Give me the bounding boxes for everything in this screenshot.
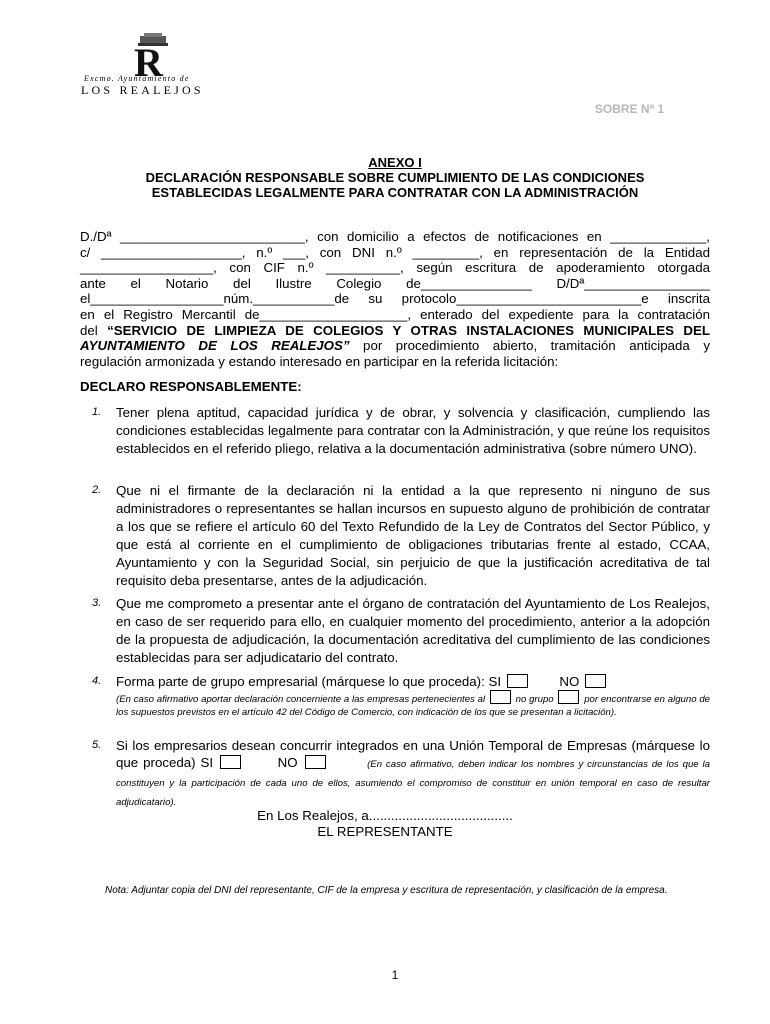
intro-line: el__________________núm.___________de su protocolo_________________________e inscrita (80, 291, 710, 307)
item-number: 1. (92, 406, 102, 418)
intro-service-line-1 (80, 323, 710, 339)
del-prefix: del (80, 322, 108, 338)
intro-line: D./Dª _________________________, con domicilio a efectos de notificaciones en _____________, (80, 229, 710, 244)
list-item (80, 482, 710, 590)
note-part-c: por encontrarse en alguno de los supuestos previstos en el artículo 42 del Código de Comercio, con indicación de los que se presentan a licitación). (116, 694, 710, 718)
no-checkbox[interactable] (585, 674, 606, 688)
signature-role: EL REPRESENTANTE (317, 824, 453, 839)
heading-line-2: ESTABLECIDAS LEGALMENTE PARA CONTRATAR CON LA ADMINISTRACIÓN (151, 185, 639, 200)
logo-title: LOS REALEJOS (81, 83, 204, 97)
no-label: NO (277, 755, 298, 770)
item-5-question: Si los empresarios desean concurrir integrados en una Unión Temporal de Empresas (márquese lo que proceda) SI (116, 738, 710, 770)
intro-service-line-2 (80, 338, 710, 354)
list-item (80, 737, 710, 811)
item-5-note: (En caso afirmativo, deben indicar los nombres y circunstancias de los que la constituyen y la participación de cada uno de ellos, asumiendo el compromiso de constituir en unión temporal en caso de resultar adjudicatario). (116, 759, 710, 808)
item-text (116, 673, 710, 690)
item-text: Que me comprometo a presentar ante el órgano de contratación del Ayuntamiento de Los Realejos, en caso de ser requerido para ello, en cualquier momento del procedimiento, anterior a la adopción de la propuesta de adjudicación, la documentación acreditativa del cumplimiento de las condiciones establecidas para ser adjudicatario del contrato. (116, 596, 710, 665)
item-number: 5. (92, 739, 102, 751)
note-part-b: no grupo (515, 694, 554, 705)
note-part-a: (En caso afirmativo aportar declaración concerniente a las empresas pertenecientes al (116, 694, 486, 705)
service-suffix: por procedimiento abierto, tramitación anticipada y (349, 338, 710, 354)
intro-paragraph (80, 229, 710, 369)
intro-line: c/ ___________________, n.º ___, con DNI n.º _________, en representación de la Entidad (80, 244, 710, 260)
note-checkbox-1[interactable] (490, 690, 511, 704)
page-number: 1 (391, 968, 399, 982)
item-number: 2. (92, 484, 102, 496)
no-checkbox[interactable] (305, 755, 326, 769)
item-text: Que ni el firmante de la declaración ni la entidad a la que represento ni ninguno de sus administradores o representantes se hallan incursos en supuesto alguno de prohibición de contratar a los que se refiere el artículo 60 del Texto Refundido de la Ley de Contratos del Sector Público, y que está al corriente en el cumplimiento de obligaciones tributarias frente al estado, CCAA, Ayuntamiento y con la Seguridad Social, sin perjuicio de que la justificación acreditativa de tal requisito deba presentarse, antes de la adjudicación. (116, 483, 710, 588)
intro-line: en el Registro Mercantil de____________________, enterado del expediente para la contratación (80, 306, 710, 322)
service-name-1: “SERVICIO DE LIMPIEZA DE COLEGIOS Y OTRAS INSTALACIONES MUNICIPALES DEL (107, 322, 710, 338)
service-name-2: AYUNTAMIENTO DE LOS REALEJOS” (80, 338, 350, 354)
note-checkbox-2[interactable] (558, 690, 579, 704)
municipal-logo (78, 32, 228, 98)
list-item (80, 673, 710, 719)
intro-line: ante el Notario del Ilustre Colegio de_______________ D/Dª_________________ (80, 275, 710, 291)
item-4-question: Forma parte de grupo empresarial (márquese lo que proceda): SI (116, 674, 502, 689)
signature-place: En Los Realejos, a....................................... (257, 808, 513, 823)
list-item (80, 595, 710, 667)
anexo-title: ANEXO I (368, 155, 422, 170)
item-number: 4. (92, 675, 102, 687)
sobre-label: SOBRE Nº 1 (594, 102, 664, 116)
intro-last-line: regulación armonizada y estando interesado en participar en la referida licitación: (80, 353, 559, 369)
item-number: 3. (92, 597, 102, 609)
logo-subtitle: Excmo. Ayuntamiento de (84, 74, 190, 83)
svg-text:R: R (134, 40, 163, 82)
heading-line-1: DECLARACIÓN RESPONSABLE SOBRE CUMPLIMIENTO DE LAS CONDICIONES (145, 170, 645, 185)
si-checkbox[interactable] (220, 755, 241, 769)
item-text: Tener plena aptitud, capacidad jurídica y de obrar, y solvencia y clasificación, cumpliendo las condiciones establecidas legalmente para contratar con la Administración, y que reúne los requisitos establecidos en el referido pliego, relativa a la documentación administrativa (sobre número UNO). (116, 405, 710, 456)
item-4-note (116, 690, 710, 719)
footer-note: Nota: Adjuntar copia del DNI del representante, CIF de la empresa y escritura de representación, y clasificación de la empresa. (105, 885, 668, 896)
si-checkbox[interactable] (507, 674, 528, 688)
list-item (80, 404, 710, 458)
no-label: NO (559, 674, 580, 689)
declaro-heading: DECLARO RESPONSABLEMENTE: (80, 379, 302, 394)
intro-line: __________________, con CIF n.º __________, según escritura de apoderamiento otorgada (80, 260, 710, 276)
item-text (116, 737, 710, 811)
document-heading (80, 155, 710, 200)
